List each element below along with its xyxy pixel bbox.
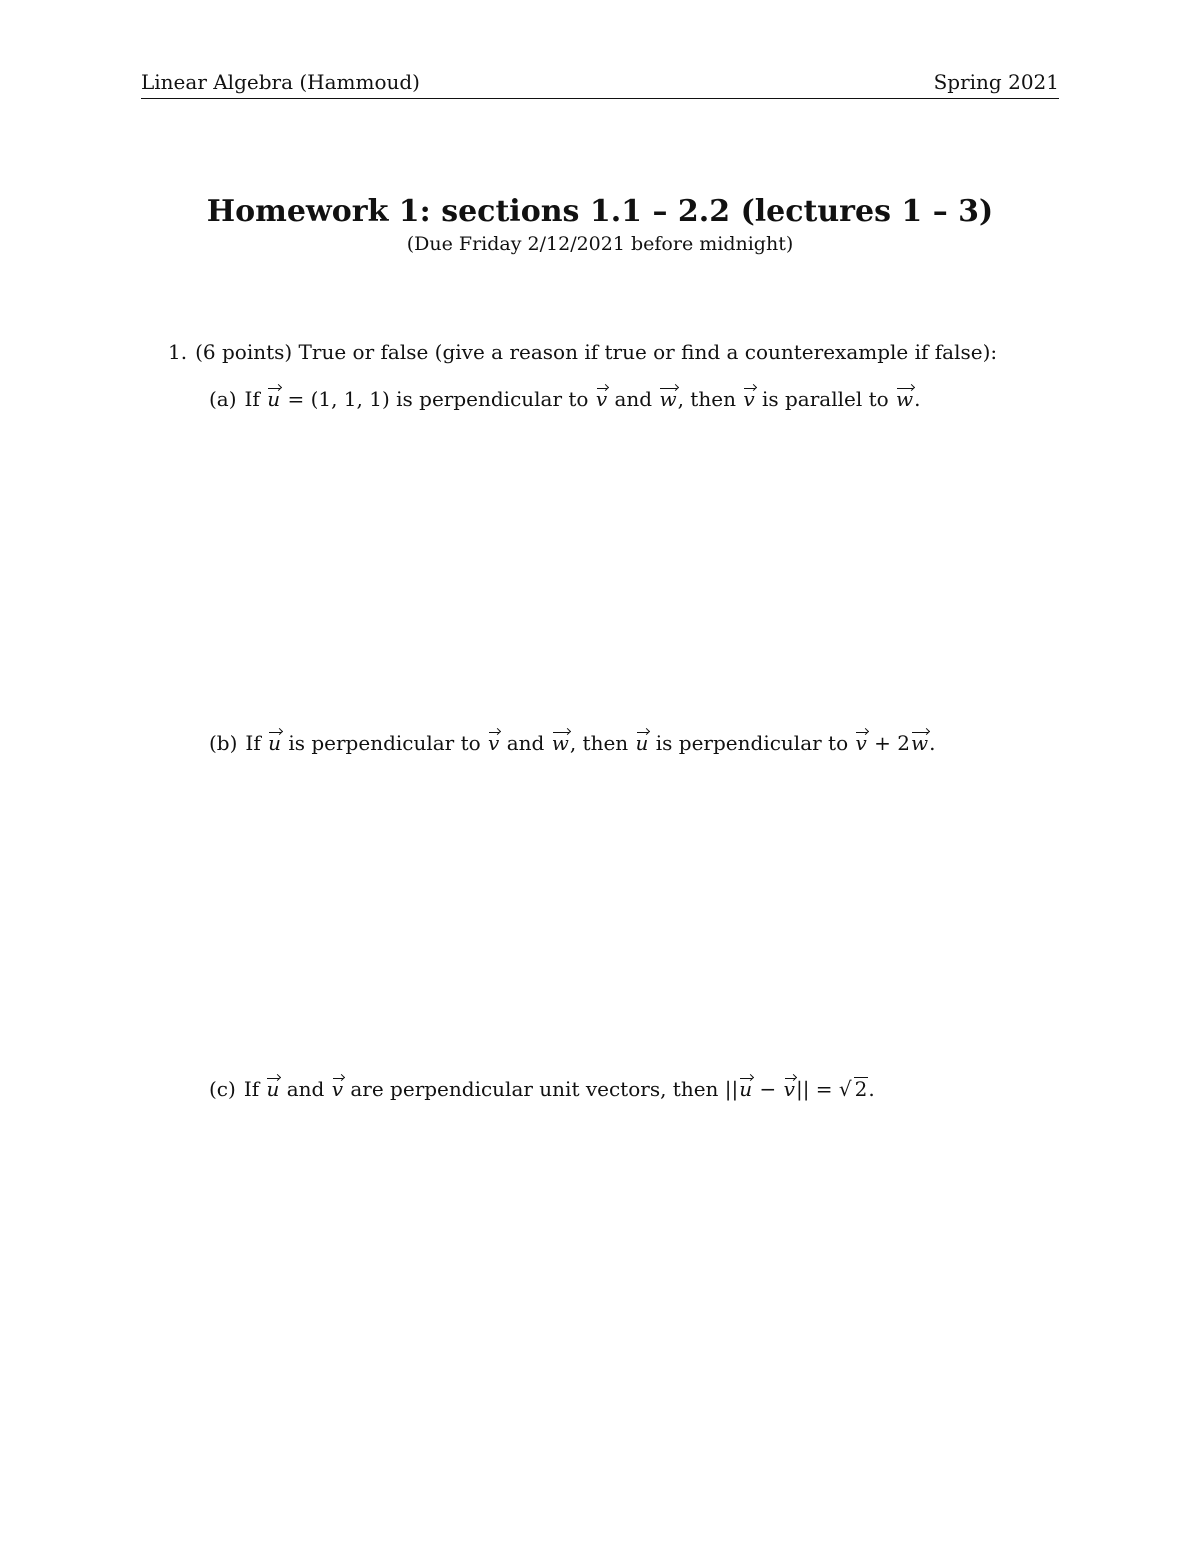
problem-statement: (6 points) True or false (give a reason if true or find a counterexample if false): bbox=[195, 340, 998, 364]
part-text: , then bbox=[569, 731, 635, 755]
vector-v: v bbox=[783, 1077, 795, 1101]
due-date: (Due Friday 2/12/2021 before midnight) bbox=[406, 233, 794, 255]
part-c bbox=[209, 1075, 875, 1103]
part-text: . bbox=[914, 387, 921, 411]
part-text: is perpendicular to bbox=[649, 731, 855, 755]
part-text: || = √ bbox=[795, 1077, 852, 1101]
vector-v: v bbox=[855, 731, 867, 755]
part-text: and bbox=[500, 731, 551, 755]
square-root bbox=[852, 1075, 869, 1103]
part-text: are perpendicular unit vectors, then || bbox=[344, 1077, 739, 1101]
part-text: , then bbox=[677, 387, 743, 411]
vector-w: w bbox=[551, 731, 569, 755]
part-b bbox=[209, 729, 935, 757]
vector-v: v bbox=[331, 1077, 344, 1101]
part-text: is parallel to bbox=[755, 387, 896, 411]
part-text: + 2 bbox=[867, 731, 910, 755]
problem-number: 1. bbox=[168, 340, 188, 364]
part-label: (b) bbox=[209, 731, 238, 755]
part-text: and bbox=[608, 387, 659, 411]
part-a bbox=[209, 385, 921, 413]
semester: Spring 2021 bbox=[933, 70, 1059, 94]
part-text: = (1, 1, 1) is perpendicular to bbox=[281, 387, 595, 411]
homework-title: Homework 1: sections 1.1 – 2.2 (lectures 1 – 3) bbox=[206, 194, 994, 229]
vector-w: w bbox=[911, 731, 929, 755]
vector-v: v bbox=[488, 731, 500, 755]
vector-v: v bbox=[743, 387, 755, 411]
part-text: . bbox=[929, 731, 936, 755]
part-label: (a) bbox=[209, 387, 237, 411]
part-text: If bbox=[244, 387, 267, 411]
radicand: 2 bbox=[854, 1077, 868, 1101]
page-header bbox=[141, 68, 1059, 99]
part-text: is perpendicular to bbox=[281, 731, 488, 755]
vector-u: u bbox=[268, 731, 281, 755]
part-text: . bbox=[868, 1077, 875, 1101]
vector-w: w bbox=[659, 387, 677, 411]
problem-1 bbox=[168, 338, 997, 366]
part-text: If bbox=[245, 731, 268, 755]
vector-u: u bbox=[739, 1077, 753, 1101]
vector-w: w bbox=[896, 387, 914, 411]
part-text: − bbox=[753, 1077, 783, 1101]
vector-u: u bbox=[267, 387, 281, 411]
vector-v: v bbox=[595, 387, 608, 411]
part-text: and bbox=[280, 1077, 331, 1101]
vector-u: u bbox=[266, 1077, 280, 1101]
part-text: If bbox=[243, 1077, 266, 1101]
course-name: Linear Algebra (Hammoud) bbox=[141, 70, 420, 94]
part-label: (c) bbox=[209, 1077, 236, 1101]
vector-u: u bbox=[635, 731, 649, 755]
